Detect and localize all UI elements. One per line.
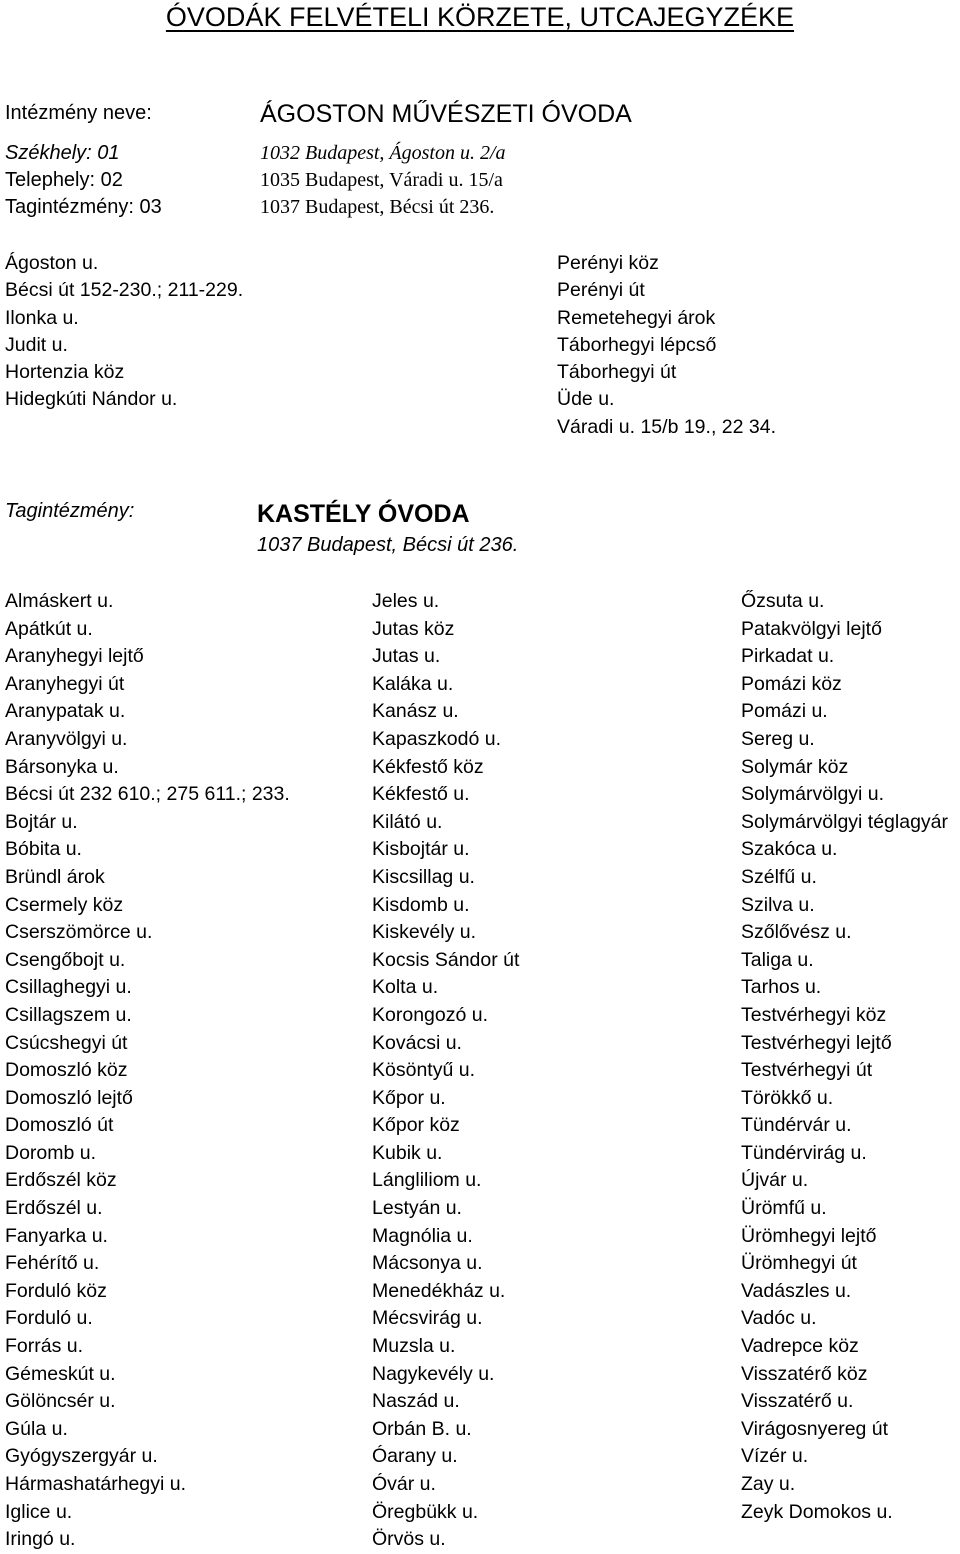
street-item: Forrás u. [5, 1335, 84, 1358]
institution-streets-left [5, 250, 243, 414]
street-item: Zay u. [741, 1473, 796, 1495]
street-item: Vadrepce köz [741, 1335, 859, 1358]
street-item: Újvár u. [741, 1169, 809, 1192]
street-item: Öregbükk u. [372, 1500, 479, 1523]
street-item: Muzsla u. [372, 1335, 456, 1358]
street-item: Ágoston u. [5, 252, 99, 274]
institution-label: Intézmény neve: [5, 102, 152, 124]
street-item: Zeyk Domokos u. [741, 1500, 893, 1523]
street-item: Aranyvölgyi u. [5, 727, 128, 750]
street-item: Kubik u. [372, 1141, 443, 1164]
street-item: Iringó u. [5, 1528, 76, 1551]
street-item: Pirkadat u. [741, 645, 835, 668]
street-item: Gölöncsér u. [5, 1390, 116, 1413]
street-item: Aranyhegyi út [5, 672, 125, 695]
site-address-03: 1037 Budapest, Bécsi út 236. [260, 196, 495, 218]
street-item: Magnólia u. [372, 1224, 473, 1247]
street-item: Testvérhegyi út [741, 1059, 873, 1082]
street-item: Szélfű u. [741, 865, 817, 888]
street-item: Patakvölgyi lejtő [741, 617, 882, 640]
street-item: Judit u. [5, 333, 68, 356]
street-item: Törökkő u. [741, 1086, 834, 1109]
street-item: Bojtár u. [5, 810, 78, 833]
street-item: Orbán B. u. [372, 1417, 472, 1440]
street-item: Virágosnyereg út [741, 1417, 889, 1440]
street-item: Kisbojtár u. [372, 838, 470, 861]
street-item: Bécsi út 232 610.; 275 611.; 233. [5, 783, 290, 806]
street-item: Forduló köz [5, 1279, 107, 1302]
street-item: Perényi út [557, 279, 645, 302]
street-item: Csermely köz [5, 893, 124, 916]
street-item: Ürömhegyi lejtő [741, 1224, 877, 1247]
member-address: 1037 Budapest, Bécsi út 236. [257, 534, 519, 556]
street-item: Kékfestő u. [372, 783, 470, 806]
street-item: Forduló u. [5, 1307, 93, 1330]
street-item: Fanyarka u. [5, 1224, 108, 1247]
street-column-1 [5, 588, 290, 1554]
street-item: Mácsonya u. [372, 1252, 483, 1275]
street-item: Bóbita u. [5, 838, 82, 861]
street-item: Solymár köz [741, 755, 849, 778]
street-item: Kékfestő köz [372, 755, 484, 778]
street-item: Bársonyka u. [5, 755, 119, 778]
street-item: Testvérhegyi köz [741, 1003, 887, 1026]
street-item: Mécsvirág u. [372, 1307, 483, 1330]
street-item: Ürömfű u. [741, 1197, 827, 1220]
street-item: Doromb u. [5, 1141, 97, 1164]
street-item: Domoszló út [5, 1114, 114, 1137]
street-item: Nagykevély u. [372, 1362, 495, 1385]
street-item: Kanász u. [372, 700, 459, 723]
street-column-2 [372, 588, 519, 1554]
street-item: Csillagszem u. [5, 1003, 132, 1026]
street-item: Örvös u. [372, 1528, 446, 1551]
street-item: Szőlővész u. [741, 921, 852, 944]
street-item: Jeles u. [372, 590, 440, 612]
street-item: Kiscsillag u. [372, 865, 475, 888]
street-item: Csúcshegyi út [5, 1031, 128, 1054]
street-item: Táborhegyi lépcső [557, 333, 717, 356]
street-item: Pomázi u. [741, 700, 828, 723]
street-item: Gémeskút u. [5, 1362, 116, 1385]
street-item: Csengőbojt u. [5, 948, 126, 971]
site-label-02: Telephely: 02 [5, 169, 123, 191]
street-item: Gyógyszergyár u. [5, 1445, 158, 1468]
street-item: Tündérvirág u. [741, 1141, 867, 1164]
street-item: Erdőszél u. [5, 1197, 103, 1220]
page-title: ÓVODÁK FELVÉTELI KÖRZETE, UTCAJEGYZÉKE [165, 2, 795, 32]
street-item: Tarhos u. [741, 976, 822, 999]
street-item: Fehérítő u. [5, 1252, 100, 1275]
street-item: Kisdomb u. [372, 893, 470, 916]
street-item: Aranyhegyi lejtő [5, 645, 144, 668]
street-item: Óarany u. [372, 1445, 458, 1468]
street-item: Őzsuta u. [741, 590, 825, 612]
street-item: Ilonka u. [5, 306, 79, 329]
street-column-3 [741, 588, 948, 1526]
street-item: Korongozó u. [372, 1003, 489, 1026]
street-item: Hármashatárhegyi u. [5, 1473, 187, 1495]
street-item: Remetehegyi árok [557, 306, 716, 329]
street-item: Hortenzia köz [5, 361, 125, 384]
street-item: Visszatérő u. [741, 1390, 854, 1413]
street-item: Perényi köz [557, 252, 659, 274]
street-item: Gúla u. [5, 1417, 68, 1440]
street-item: Vadászles u. [741, 1279, 852, 1302]
street-item: Vízér u. [741, 1445, 809, 1468]
street-item: Kiskevély u. [372, 921, 477, 944]
street-item: Aranypatak u. [5, 700, 126, 723]
street-item: Hidegkúti Nándor u. [5, 388, 178, 411]
site-label-01: Székhely: 01 [5, 142, 120, 164]
member-label: Tagintézmény: [5, 500, 135, 522]
street-item: Kösöntyű u. [372, 1059, 475, 1082]
street-item: Sereg u. [741, 727, 815, 750]
institution-name: ÁGOSTON MŰVÉSZETI ÓVODA [260, 100, 632, 128]
street-item: Üde u. [557, 388, 615, 411]
street-item: Erdőszél köz [5, 1169, 117, 1192]
street-item: Almáskert u. [5, 590, 114, 612]
site-address-01: 1032 Budapest, Ágoston u. 2/a [260, 142, 506, 164]
street-item: Kapaszkodó u. [372, 727, 502, 750]
site-label-03: Tagintézmény: 03 [5, 196, 162, 218]
street-item: Jutas u. [372, 645, 441, 668]
street-item: Ürömhegyi út [741, 1252, 857, 1275]
street-item: Testvérhegyi lejtő [741, 1031, 892, 1054]
street-item: Pomázi köz [741, 672, 842, 695]
street-item: Lestyán u. [372, 1197, 462, 1220]
street-item: Apátkút u. [5, 617, 93, 640]
street-item: Menedékház u. [372, 1279, 506, 1302]
street-item: Vadóc u. [741, 1307, 817, 1330]
street-item: Szakóca u. [741, 838, 838, 861]
title-wrap [0, 0, 960, 44]
street-item: Óvár u. [372, 1473, 436, 1495]
street-item: Iglice u. [5, 1500, 73, 1523]
street-item: Jutas köz [372, 617, 455, 640]
institution-streets-right [557, 250, 776, 441]
street-item: Lángliliom u. [372, 1169, 482, 1192]
street-item: Kaláka u. [372, 672, 454, 695]
street-item: Kilátó u. [372, 810, 443, 833]
street-item: Domoszló köz [5, 1059, 128, 1082]
street-item: Taliga u. [741, 948, 814, 971]
street-item: Solymárvölgyi téglagyár [741, 810, 949, 833]
street-item: Kőpor köz [372, 1114, 460, 1137]
street-item: Szilva u. [741, 893, 815, 916]
street-item: Kőpor u. [372, 1086, 446, 1109]
member-name: KASTÉLY ÓVODA [257, 500, 470, 528]
street-item: Cserszömörce u. [5, 921, 153, 944]
street-item: Bécsi út 152-230.; 211-229. [5, 279, 244, 302]
street-item: Tündérvár u. [741, 1114, 852, 1137]
street-item: Kovácsi u. [372, 1031, 462, 1054]
street-item: Csillaghegyi u. [5, 976, 132, 999]
street-item: Váradi u. 15/b 19., 22 34. [557, 415, 776, 438]
street-item: Naszád u. [372, 1390, 460, 1413]
street-item: Solymárvölgyi u. [741, 783, 885, 806]
site-address-02: 1035 Budapest, Váradi u. 15/a [260, 169, 503, 191]
street-item: Visszatérő köz [741, 1362, 868, 1385]
street-item: Kolta u. [372, 976, 439, 999]
street-item: Kocsis Sándor út [372, 948, 520, 971]
street-item: Táborhegyi út [557, 361, 677, 384]
street-item: Domoszló lejtő [5, 1086, 133, 1109]
street-item: Bründl árok [5, 865, 105, 888]
